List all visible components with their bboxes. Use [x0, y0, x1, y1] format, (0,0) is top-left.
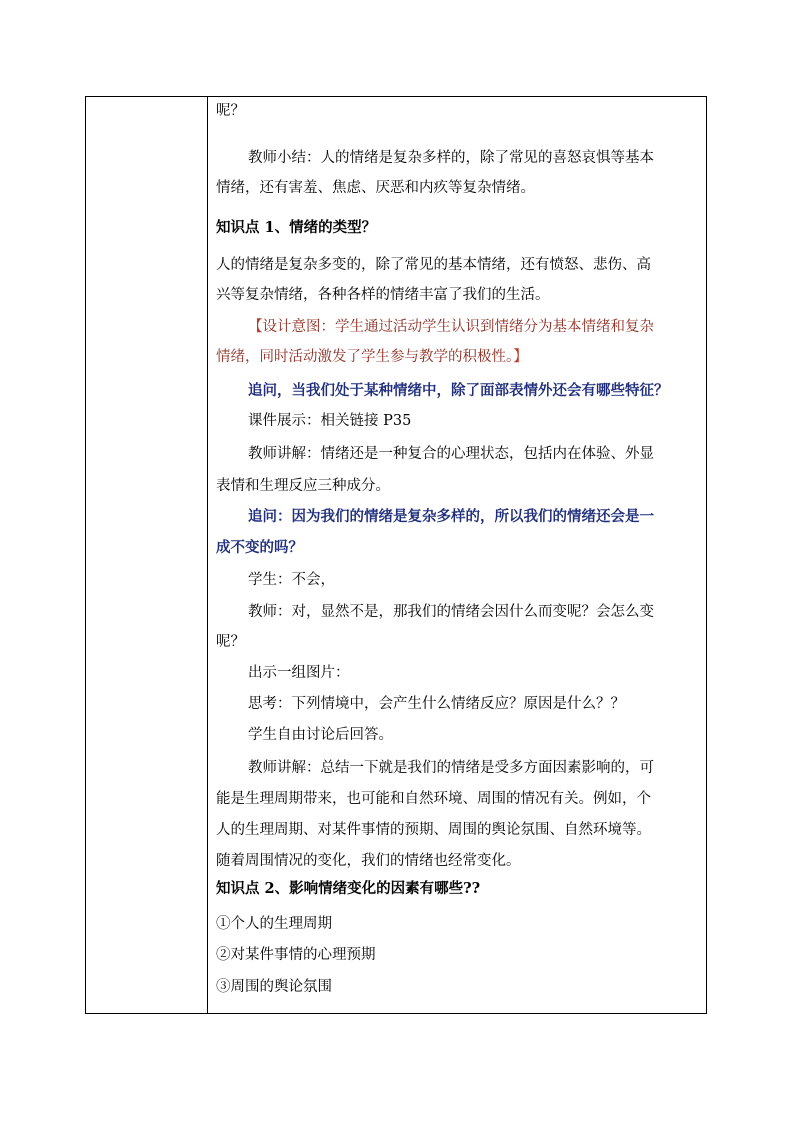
- lesson-table: [85, 96, 707, 1014]
- text-line: 人的生理周期、对某件事情的预期、周围的舆论氛围、自然环境等。: [216, 822, 651, 838]
- text-line: 兴等复杂情绪，各种各样的情绪丰富了我们的生活。: [216, 287, 550, 303]
- design-intent-text: 设计意图：学生通过活动学生认识到情绪分为基本情绪和复杂: [262, 319, 654, 335]
- list-item: ①个人的生理周期: [216, 916, 332, 932]
- design-intent-text: 情绪，同时活动激发了学生参与教学的积极性。: [216, 349, 514, 365]
- text-line: 随着周围情况的变化，我们的情绪也经常变化。: [216, 853, 521, 869]
- follow-up-question: 追问：因为我们的情绪是复杂多样的，所以我们的情绪还会是一: [248, 508, 654, 525]
- text-line: 教师：对，显然不是，那我们的情绪会因什么而变呢？会怎么变: [248, 604, 654, 620]
- text-line: 出示一组图片：: [248, 665, 350, 681]
- design-intent-line: [216, 347, 528, 367]
- text-line: 教师讲解：情绪还是一种复合的心理状态，包括内在体验、外显: [248, 446, 654, 462]
- text-line: 能是生理周期带来，也可能和自然环境、周围的情况有关。例如，个: [216, 791, 651, 807]
- list-item: ②对某件事情的心理预期: [216, 947, 376, 963]
- text-line: 学生自由讨论后回答。: [248, 727, 393, 743]
- knowledge-point-1-heading: 知识点 1、情绪的类型？: [216, 219, 377, 236]
- text-line: 情绪，还有害羞、焦虑、厌恶和内疚等复杂情绪。: [216, 180, 535, 196]
- open-bracket: 【: [248, 319, 263, 335]
- text-line: 教师讲解：总结一下就是我们的情绪是受多方面因素影响的，可: [248, 760, 654, 776]
- text-line: 呢？: [216, 103, 245, 119]
- design-intent-line: [248, 317, 654, 337]
- follow-up-question: 成不变的吗？: [216, 539, 303, 556]
- teacher-summary-line: 教师小结：人的情绪是复杂多样的，除了常见的喜怒哀惧等基本: [248, 150, 654, 166]
- text-line: 思考：下列情境中，会产生什么情绪反应？原因是什么？？: [248, 696, 625, 712]
- text-line: 表情和生理反应三种成分。: [216, 478, 390, 494]
- text-line: 呢？: [216, 634, 245, 650]
- close-bracket: 】: [513, 349, 528, 365]
- list-item: ③周围的舆论氛围: [216, 979, 332, 995]
- column-divider: [207, 97, 208, 1013]
- text-line: 学生：不会，: [248, 572, 335, 588]
- knowledge-point-2-heading: 知识点 2、影响情绪变化的因素有哪些??: [216, 880, 481, 897]
- text-line: 课件展示：相关链接 P35: [248, 413, 412, 429]
- follow-up-question: 追问，当我们处于某种情绪中，除了面部表情外还会有哪些特征？: [248, 382, 669, 399]
- text-line: 人的情绪是复杂多变的，除了常见的基本情绪，还有愤怒、悲伤、高: [216, 257, 651, 273]
